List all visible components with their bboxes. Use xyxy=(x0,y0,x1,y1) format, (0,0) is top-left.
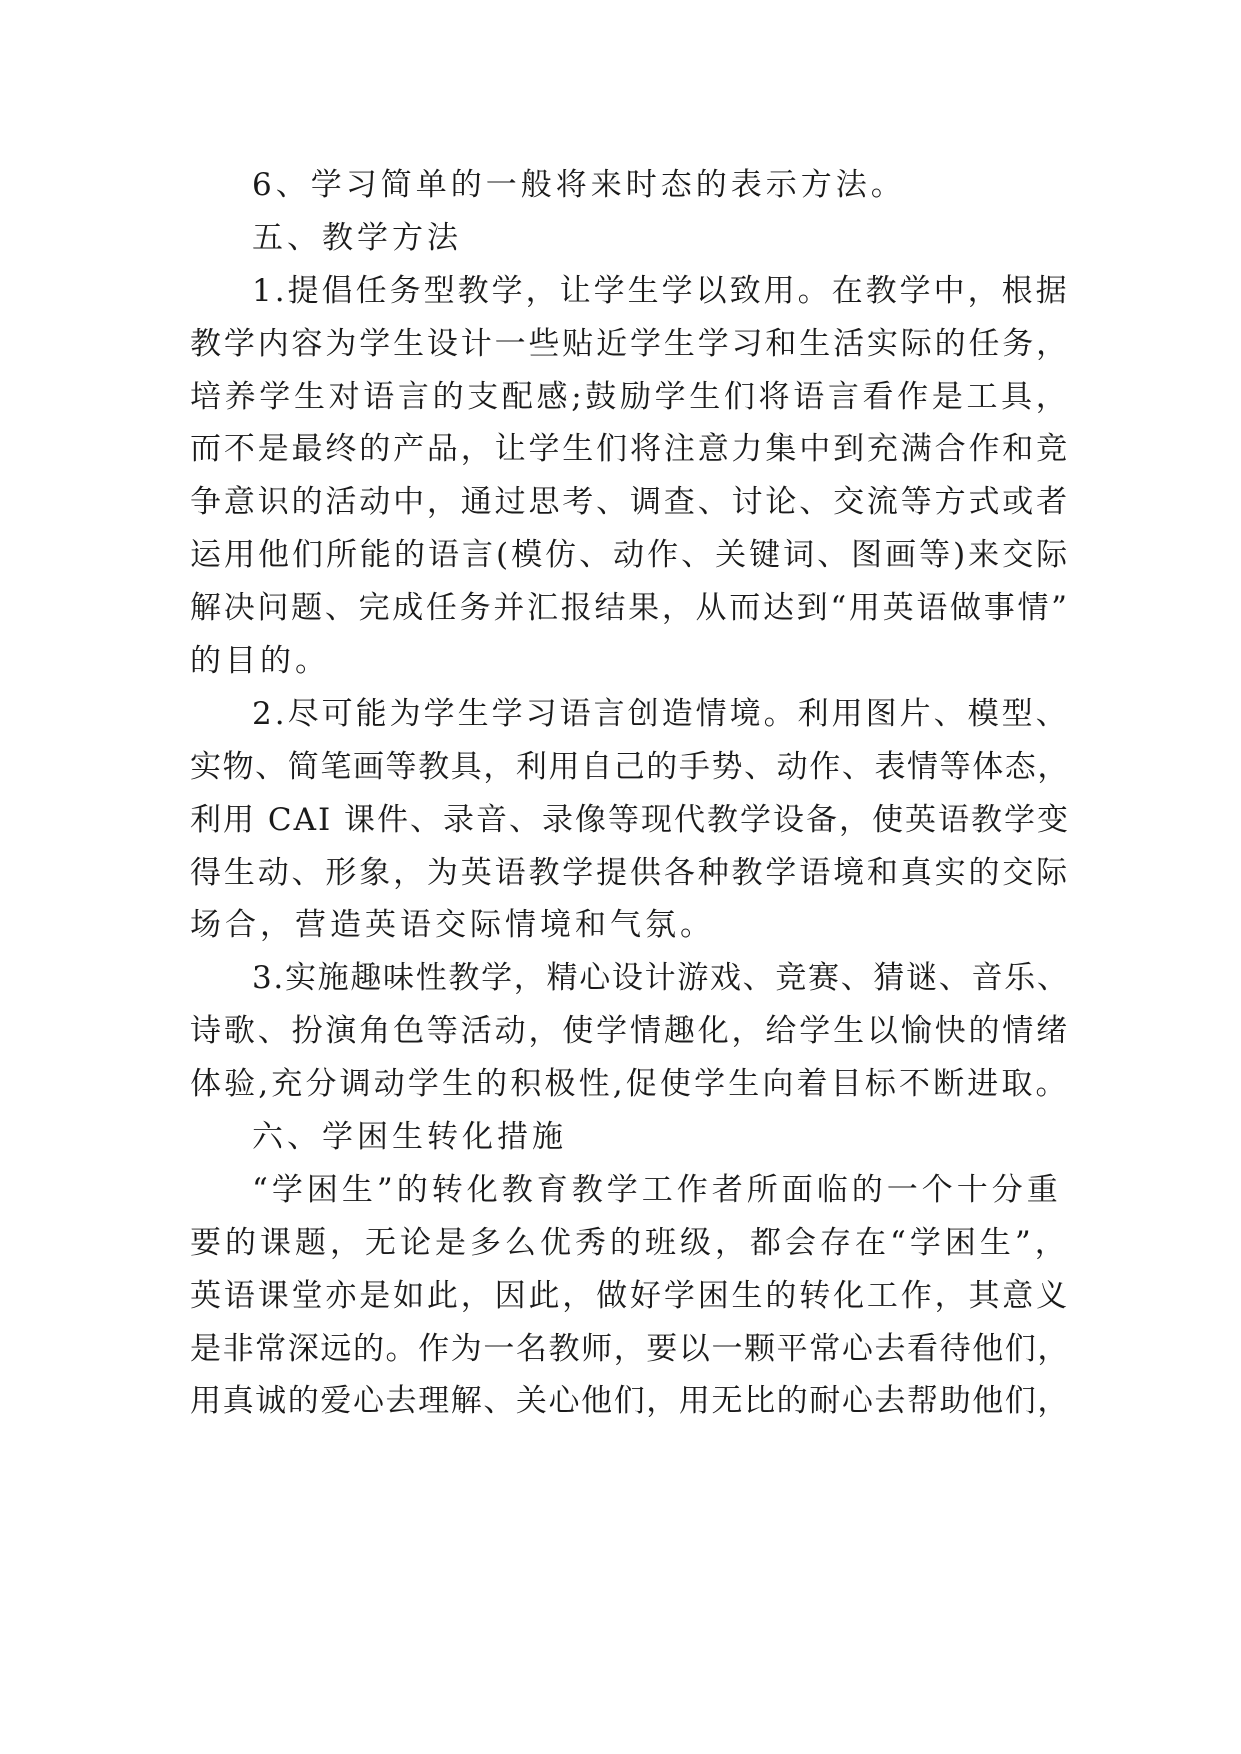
text-line: 3.实施趣味性教学，精心设计游戏、竞赛、猜谜、音乐、 xyxy=(252,960,1070,997)
text-line: 六、学困生转化措施 xyxy=(252,1119,567,1156)
text-line: 利用 CAI 课件、录音、录像等现代教学设备，使英语教学变 xyxy=(190,801,1071,838)
text-line: “学困生”的转化教育教学工作者所面临的一个十分重 xyxy=(252,1171,1062,1208)
text-line: 教学内容为学生设计一些贴近学生学习和生活实际的任务， xyxy=(190,325,1070,362)
text-line: 场合，营造英语交际情境和气氛。 xyxy=(190,907,715,944)
text-line: 是非常深远的。作为一名教师，要以一颗平常心去看待他们， xyxy=(190,1330,1070,1367)
text-line: 用真诚的爱心去理解、关心他们，用无比的耐心去帮助他们， xyxy=(190,1383,1070,1420)
text-line: 运用他们所能的语言(模仿、动作、关键词、图画等)来交际 xyxy=(190,537,1071,574)
text-line: 的目的。 xyxy=(190,643,330,680)
document-body xyxy=(190,159,1070,1428)
text-line: 实物、简笔画等教具，利用自己的手势、动作、表情等体态， xyxy=(190,748,1070,785)
text-line: 解决问题、完成任务并汇报结果，从而达到“用英语做事情” xyxy=(190,590,1070,627)
text-line: 2.尽可能为学生学习语言创造情境。利用图片、模型、 xyxy=(252,695,1070,732)
text-line: 1.提倡任务型教学，让学生学以致用。在教学中，根据 xyxy=(252,272,1070,309)
text-line: 诗歌、扮演角色等活动，使学情趣化，给学生以愉快的情绪 xyxy=(190,1013,1070,1050)
text-line: 争意识的活动中，通过思考、调查、讨论、交流等方式或者 xyxy=(190,484,1070,521)
text-line: 五、教学方法 xyxy=(252,219,462,256)
text-line: 要的课题，无论是多么优秀的班级，都会存在“学困生”， xyxy=(190,1224,1070,1261)
text-line: 得生动、形象，为英语教学提供各种教学语境和真实的交际 xyxy=(190,854,1070,891)
text-line: 而不是最终的产品，让学生们将注意力集中到充满合作和竞 xyxy=(190,431,1070,468)
text-line: 英语课堂亦是如此，因此，做好学困生的转化工作，其意义 xyxy=(190,1277,1070,1314)
text-line: 体验,充分调动学生的积极性,促使学生向着目标不断进取。 xyxy=(190,1066,1070,1103)
text-line: 6、学习简单的一般将来时态的表示方法。 xyxy=(252,167,906,203)
text-line: 培养学生对语言的支配感;鼓励学生们将语言看作是工具， xyxy=(190,378,1071,415)
